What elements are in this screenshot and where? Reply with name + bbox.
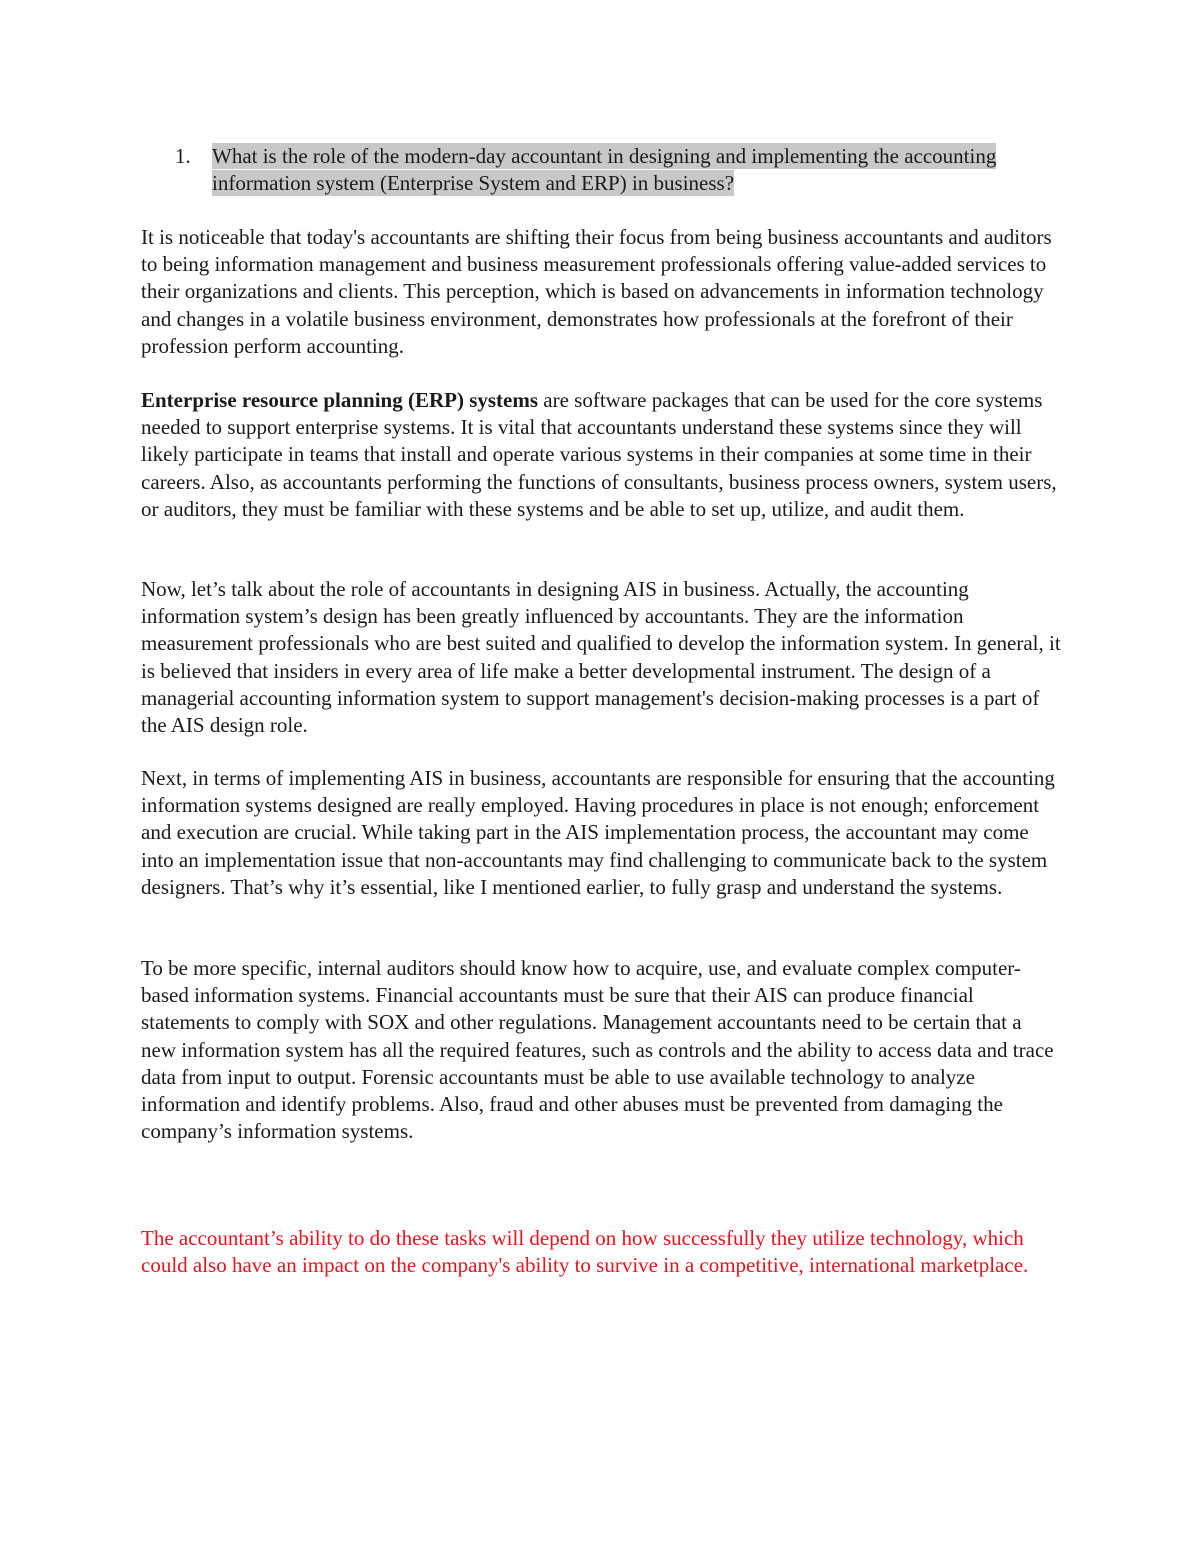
paragraph-intro: It is noticeable that today's accountants are shifting their focus from being business accountants and auditors to being information management and business measurement professionals offering value-added services to their organizations and clients. This perception, which is based on advancements in information technology and changes in a volatile business environment, demonstrates how professionals at the forefront of their profession perform accounting. [141, 225, 1052, 358]
paragraph-design: Now, let’s talk about the role of accountants in designing AIS in business. Actually, the accounting information system’s design has been greatly influenced by accountants. They are the information measurement professionals who are best suited and qualified to develop the information system. In general, it is believed that insiders in every area of life make a better developmental instrument. The design of a managerial accounting information system to support management's decision-making processes is a part of the AIS design role. [141, 577, 1061, 738]
question-number: 1. [175, 144, 191, 168]
erp-description: are software packages that can be used for the core systems needed to support enterprise systems. It is vital that accountants understand these systems since they will likely participate in teams that install and operate various systems in their companies at some time in their careers. Also, as accountants performing the functions of consultants, business process owners, system users, or auditors, they must be familiar with these systems and be able to set up, utilize, and audit them. [141, 388, 1057, 521]
paragraph-specific-roles: To be more specific, internal auditors should know how to acquire, use, and evaluate complex computer-based information systems. Financial accountants must be sure that their AIS can produce financial statements to comply with SOX and other regulations. Management accountants need to be certain that a new information system has all the required features, such as controls and the ability to access data and trace data from input to output. Forensic accountants must be able to use available technology to analyze information and identify problems. Also, fraud and other abuses must be prevented from damaging the company’s information systems. [141, 956, 1054, 1144]
question-text-wrapper [212, 143, 1015, 197]
paragraph-erp [141, 387, 1061, 523]
question-item [175, 143, 1015, 197]
paragraph-implementation: Next, in terms of implementing AIS in business, accountants are responsible for ensuring that the accounting information systems designed are really employed. Having procedures in place is not enough; enforcement and execution are crucial. While taking part in the AIS implementation process, the accountant may come into an implementation issue that non-accountants may find challenging to communicate back to the system designers. That’s why it’s essential, like I mentioned earlier, to fully grasp and understand the systems. [141, 766, 1055, 899]
question-text: What is the role of the modern-day accountant in designing and implementing the accounting information system (Enterprise System and ERP) in business? [212, 144, 997, 195]
erp-term: Enterprise resource planning (ERP) systems [141, 388, 539, 412]
paragraph-conclusion: The accountant’s ability to do these tasks will depend on how successfully they utilize technology, which could also have an impact on the company's ability to survive in a competitive, international marketplace. [141, 1226, 1029, 1278]
